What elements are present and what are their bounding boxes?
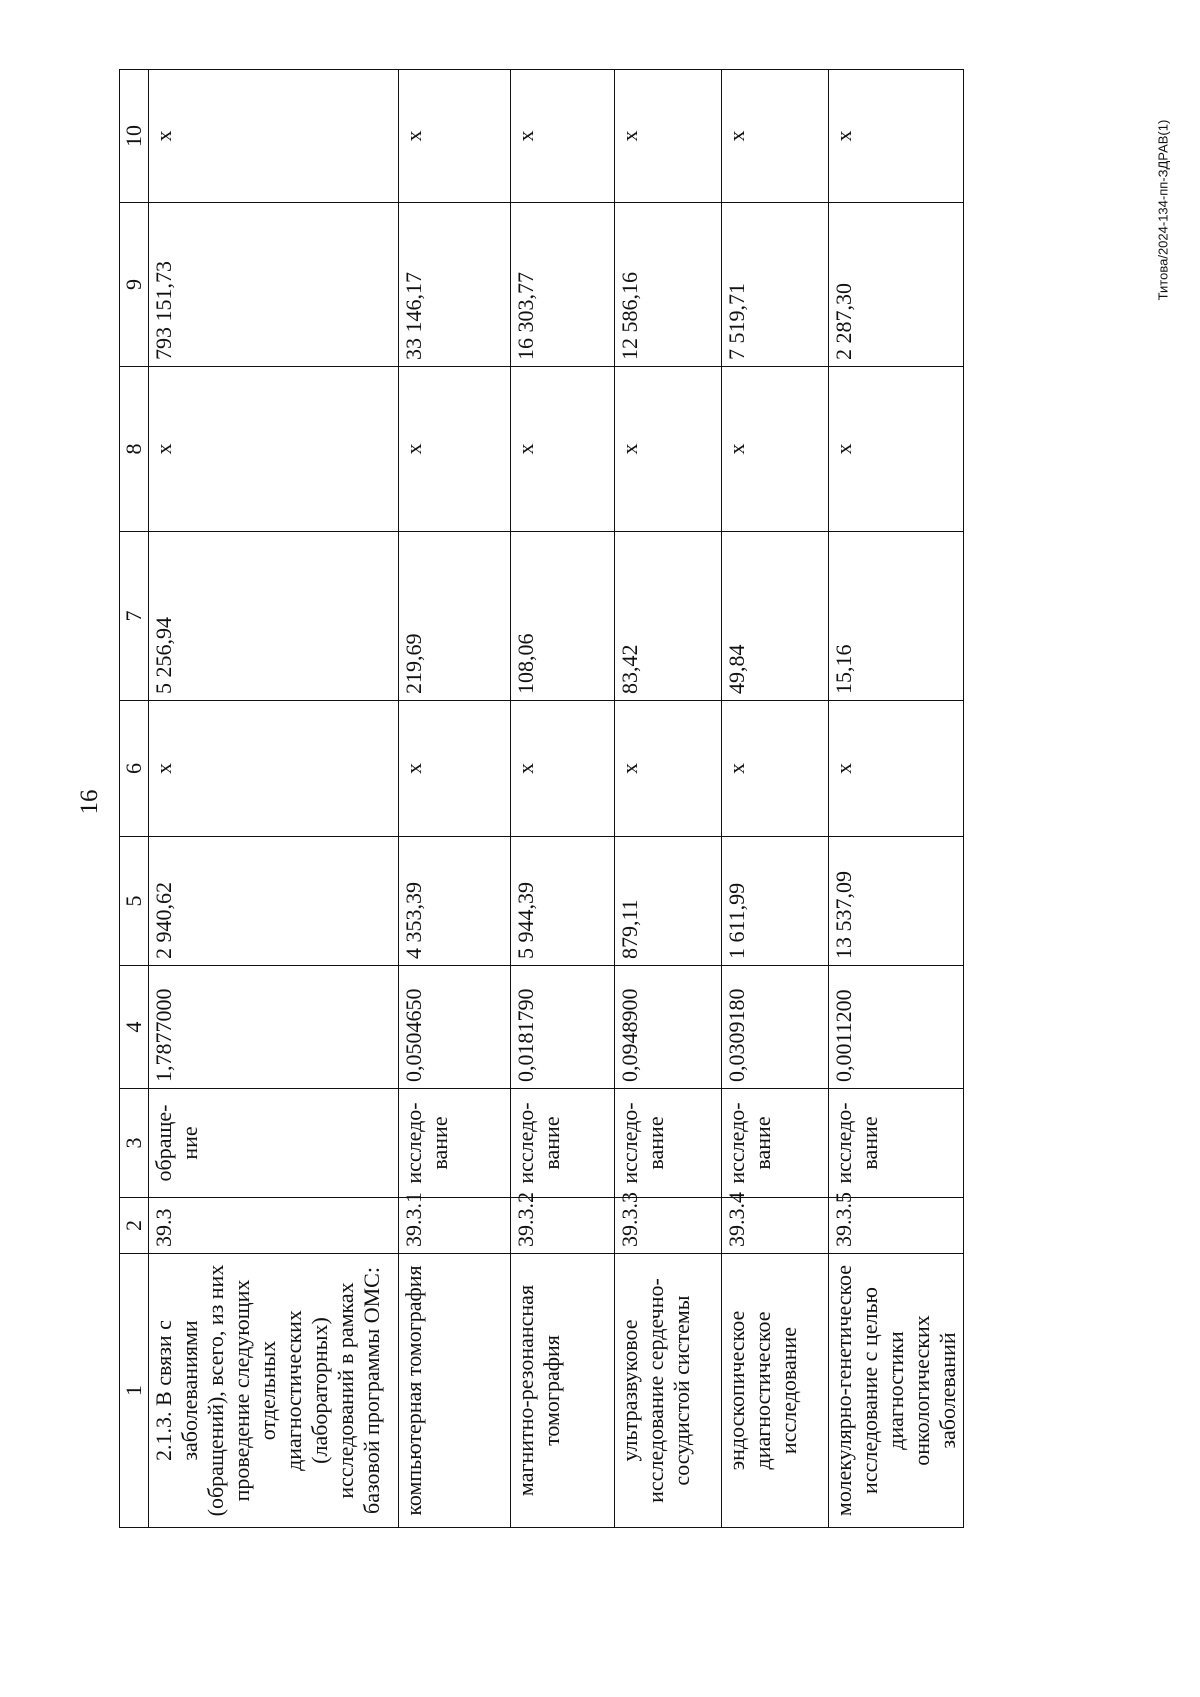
table-cell: х [149, 367, 399, 532]
table-cell: 39.3.1 [399, 1198, 511, 1254]
table-cell: 5 256,94 [149, 532, 399, 701]
table-row [149, 70, 399, 1528]
table-cell: 2 940,62 [149, 837, 399, 966]
table-row [829, 70, 964, 1528]
table-row [511, 70, 615, 1528]
column-header: 3 [120, 1089, 149, 1198]
column-header: 2 [120, 1198, 149, 1254]
table-cell: исследо-вание [615, 1089, 722, 1198]
table-cell: 33 146,17 [399, 203, 511, 367]
table-cell: эндоскопическое диагностическое исследование [722, 1254, 829, 1528]
table-cell: 1 611,99 [722, 837, 829, 966]
table-cell: ультразвуковое исследование сердечно-сосудистой системы [615, 1254, 722, 1528]
column-header: 9 [120, 203, 149, 367]
table-cell: 16 303,77 [511, 203, 615, 367]
table-cell: х [149, 70, 399, 203]
table-cell: 2.1.3. В связи с заболеваниями (обращений), всего, из них проведение следующих отдельных диагностических (лабораторных) исследований в рамках базовой программы ОМС: [149, 1254, 399, 1528]
table-cell: 15,16 [829, 532, 964, 701]
table-cell: х [399, 367, 511, 532]
column-header: 8 [120, 367, 149, 532]
column-header: 5 [120, 837, 149, 966]
table-cell: 108,06 [511, 532, 615, 701]
table-cell: обраще-ние [149, 1089, 399, 1198]
table-cell: 4 353,39 [399, 837, 511, 966]
table-container [119, 70, 960, 1528]
table-cell: исследо-вание [829, 1089, 964, 1198]
table-cell: х [722, 701, 829, 837]
table-cell: х [615, 70, 722, 203]
table-body [120, 70, 964, 1528]
table-cell: 0,0181790 [511, 966, 615, 1089]
table-cell: х [511, 701, 615, 837]
table-cell: молекулярно-генетическое исследование с целью диагностики онкологических заболеваний [829, 1254, 964, 1528]
column-header: 1 [120, 1254, 149, 1528]
table-cell: х [511, 70, 615, 203]
table-cell: магнитно-резонансная томография [511, 1254, 615, 1528]
table-cell: х [722, 70, 829, 203]
table-cell: 13 537,09 [829, 837, 964, 966]
table-cell: 793 151,73 [149, 203, 399, 367]
table-cell: х [399, 701, 511, 837]
table-cell: 1,7877000 [149, 966, 399, 1089]
table-cell: 39.3.2 [511, 1198, 615, 1254]
column-header: 7 [120, 532, 149, 701]
table-cell: 219,69 [399, 532, 511, 701]
table-cell: исследо-вание [511, 1089, 615, 1198]
table-row [615, 70, 722, 1528]
page-number: 16 [76, 789, 103, 815]
document-reference-text: Титова/2024-134-пп-ЗДРАВ(1) [1155, 119, 1171, 301]
header-row [120, 70, 149, 1528]
table-cell: 39.3.4 [722, 1198, 829, 1254]
data-table [119, 69, 964, 1528]
table-cell: х [149, 701, 399, 837]
table-cell: исследо-вание [722, 1089, 829, 1198]
table-cell: 0,0011200 [829, 966, 964, 1089]
table-cell: исследо-вание [399, 1089, 511, 1198]
column-header: 4 [120, 966, 149, 1089]
table-cell: 2 287,30 [829, 203, 964, 367]
table-cell: 49,84 [722, 532, 829, 701]
table-cell: 0,0504650 [399, 966, 511, 1089]
table-cell: компьютерная томография [399, 1254, 511, 1528]
table-cell: 83,42 [615, 532, 722, 701]
table-row [399, 70, 511, 1528]
table-cell: х [615, 367, 722, 532]
table-cell: х [511, 367, 615, 532]
table-cell: х [829, 70, 964, 203]
table-cell: 0,0948900 [615, 966, 722, 1089]
table-cell: х [829, 701, 964, 837]
table-cell: х [615, 701, 722, 837]
table-row [722, 70, 829, 1528]
table-cell: 12 586,16 [615, 203, 722, 367]
table-cell: 879,11 [615, 837, 722, 966]
table-cell: 39.3 [149, 1198, 399, 1254]
table-cell: х [399, 70, 511, 203]
column-header: 6 [120, 701, 149, 837]
table-cell: 39.3.3 [615, 1198, 722, 1254]
table-cell: х [722, 367, 829, 532]
table-cell: 0,0309180 [722, 966, 829, 1089]
table-cell: х [829, 367, 964, 532]
table-cell: 5 944,39 [511, 837, 615, 966]
table-cell: 39.3.5 [829, 1198, 964, 1254]
column-header: 10 [120, 70, 149, 203]
table-cell: 7 519,71 [722, 203, 829, 367]
